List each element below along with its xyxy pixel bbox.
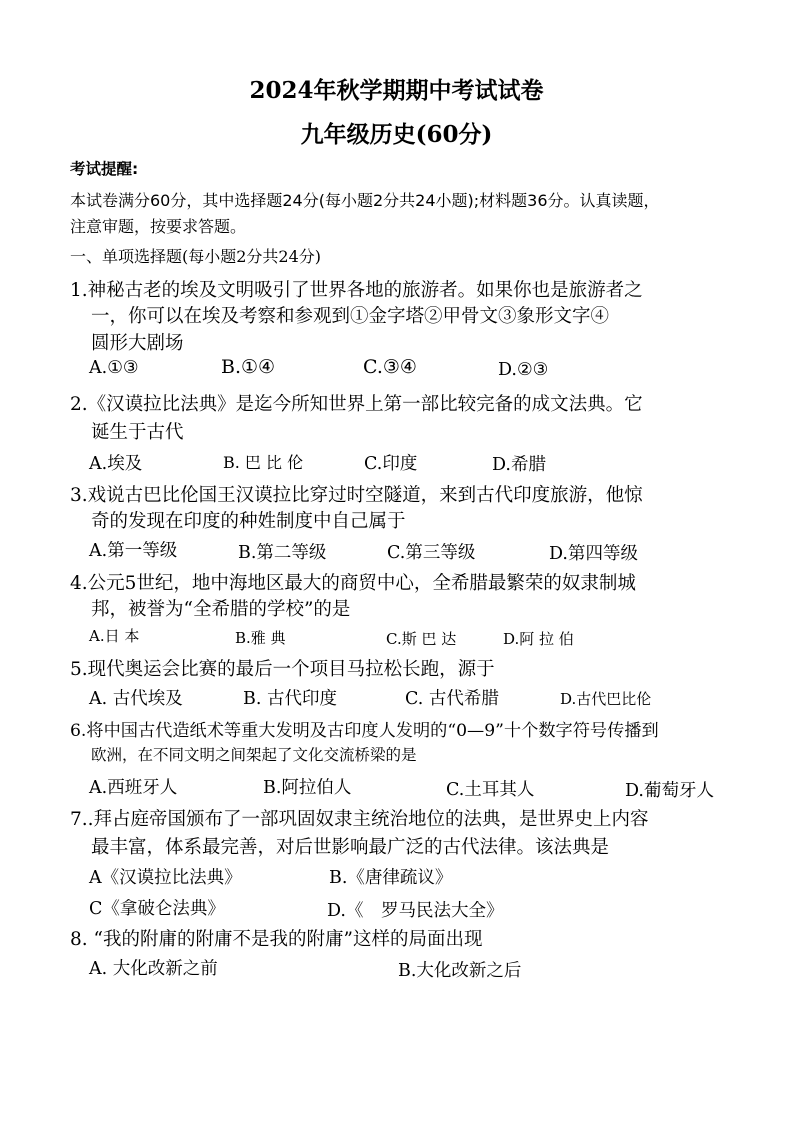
question-8-line-1: 8. “我的附庸的附庸不是我的附庸”这样的局面出现	[70, 929, 483, 950]
question-3-line-2: 奇的发现在印度的种姓制度中自己属于	[91, 511, 406, 532]
question-5-option-d[interactable]: D.古代巴比伦	[560, 690, 652, 708]
question-6-option-d[interactable]: D.葡萄牙人	[625, 781, 714, 801]
question-7-option-d[interactable]: D.《 罗马民法大全》	[327, 901, 504, 921]
question-1-option-c[interactable]: C.③④	[363, 356, 417, 378]
question-3-option-c[interactable]: C.第三等级	[387, 543, 476, 563]
question-7-option-a[interactable]: A《汉谟拉比法典》	[89, 868, 242, 888]
question-6-option-c[interactable]: C.土耳其人	[446, 780, 535, 800]
question-5-line-1: 5.现代奥运会比赛的最后一个项目马拉松长跑，源于	[70, 659, 495, 680]
question-3-line-1: 3.戏说古巴比伦国王汉谟拉比穿过时空隧道，来到古代印度旅游，他惊	[70, 485, 643, 506]
question-7-option-b[interactable]: B.《唐律疏议》	[329, 868, 453, 888]
notice-line-1: 本试卷满分60分，其中选择题24分(每小题2分共24小题);材料题36分。认真读题，	[70, 191, 660, 210]
question-3-option-a[interactable]: A.第一等级	[89, 541, 178, 561]
question-8-option-b[interactable]: B.大化改新之后	[398, 961, 522, 981]
question-8-option-a[interactable]: A. 大化改新之前	[89, 959, 218, 979]
question-2-line-1: 2.《汉谟拉比法典》是迄今所知世界上第一部比较完备的成文法典。它	[70, 394, 643, 415]
exam-subtitle: 九年级历史(60分)	[300, 121, 493, 148]
question-6-line-1: 6.将中国古代造纸术等重大发明及古印度人发明的“0—9”十个数字符号传播到	[70, 721, 659, 741]
notice-line-2: 注意审题，按要求答题。	[70, 217, 247, 236]
question-5-option-b[interactable]: B. 古代印度	[243, 689, 337, 709]
question-2-option-a[interactable]: A.埃及	[89, 454, 143, 474]
question-6-option-a[interactable]: A.西班牙人	[89, 778, 178, 798]
question-3-option-d[interactable]: D.第四等级	[549, 544, 638, 564]
notice-heading: 考试提醒:	[70, 160, 139, 178]
exam-title: 2024年秋学期期中考试试卷	[249, 77, 544, 104]
question-5-option-c[interactable]: C. 古代希腊	[405, 689, 499, 709]
question-4-line-1: 4.公元5世纪，地中海地区最大的商贸中心，全希腊最繁荣的奴隶制城	[70, 573, 636, 594]
question-2-line-2: 诞生于古代	[91, 422, 184, 443]
question-7-line-2: 最丰富，体系最完善，对后世影响最广泛的古代法律。该法典是	[91, 837, 610, 858]
section-heading: 一、单项选择题(每小题2分共24分)	[70, 247, 322, 266]
question-1-line-2: 一，你可以在埃及考察和参观到①金字塔②甲骨文③象形文字④	[91, 306, 610, 327]
question-4-line-2: 邦，被誉为“全希腊的学校”的是	[91, 599, 351, 620]
question-4-option-a[interactable]: A.日 本	[89, 627, 140, 645]
question-3-option-b[interactable]: B.第二等级	[238, 543, 327, 563]
question-4-option-c[interactable]: C.斯 巴 达	[386, 630, 457, 648]
question-6-option-b[interactable]: B.阿拉伯人	[263, 778, 352, 798]
question-1-line-3: 圆形大剧场	[91, 333, 184, 354]
question-1-option-d[interactable]: D.②③	[498, 360, 549, 380]
question-4-option-b[interactable]: B.雅 典	[235, 629, 286, 647]
question-5-option-a[interactable]: A. 古代埃及	[89, 689, 183, 709]
question-2-option-b[interactable]: B. 巴 比 伦	[223, 453, 304, 472]
question-2-option-c[interactable]: C.印度	[364, 454, 418, 474]
question-6-line-2: 欧洲，在不同文明之间架起了文化交流桥梁的是	[91, 746, 417, 764]
question-1-option-b[interactable]: B.①④	[221, 356, 276, 378]
question-4-option-d[interactable]: D.阿 拉 伯	[503, 630, 574, 648]
question-7-line-1: 7..拜占庭帝国颁布了一部巩固奴隶主统治地位的法典，是世界史上内容	[70, 809, 649, 830]
question-2-option-d[interactable]: D.希腊	[492, 455, 546, 475]
question-1-line-1: 1.神秘古老的埃及文明吸引了世界各地的旅游者。如果你也是旅游者之	[70, 280, 643, 301]
question-7-option-c[interactable]: C《拿破仑法典》	[89, 899, 225, 919]
question-1-option-a[interactable]: A.①③	[89, 358, 139, 378]
